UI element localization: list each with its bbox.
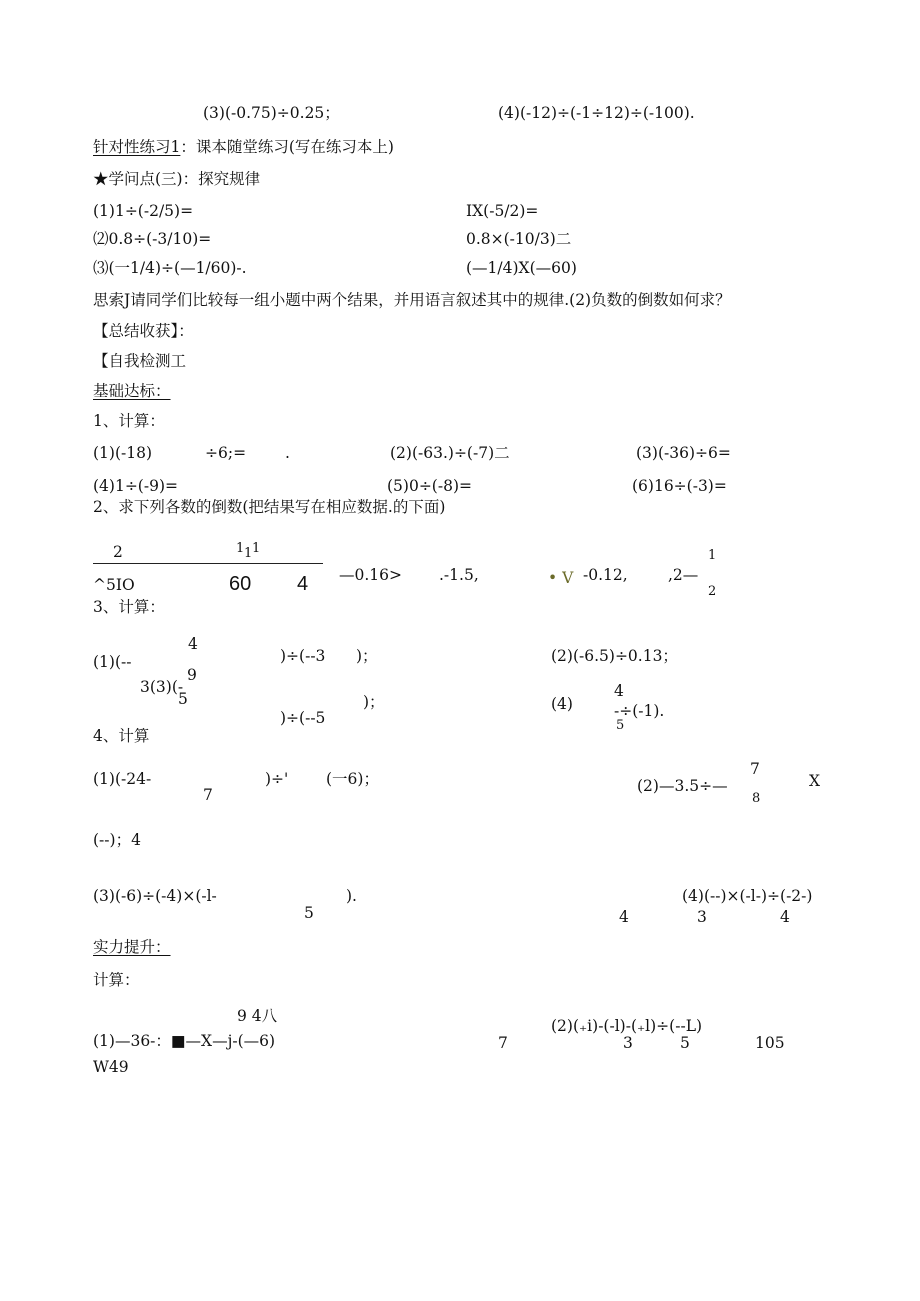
rule-2-left: ⑵0.8÷(-3/10)= bbox=[93, 230, 212, 248]
q2-4: 4 bbox=[297, 573, 309, 595]
q4-a2-rest: (--)；4 bbox=[93, 831, 141, 849]
q4-a4-d1: 4 bbox=[619, 908, 629, 926]
q3-title: 3、计算： bbox=[93, 598, 165, 616]
q3-a3: 3(3)(- bbox=[140, 678, 184, 696]
q4-a3-end: ). bbox=[346, 887, 357, 905]
q4-a1-den: 7 bbox=[203, 786, 213, 804]
q1-a6: (6)16÷(-3)= bbox=[632, 477, 727, 495]
q2-two: ,2— bbox=[668, 566, 699, 584]
practice-line bbox=[93, 140, 394, 156]
improve-b2-d2: 5 bbox=[680, 1034, 690, 1052]
q3-a3-end: )； bbox=[363, 693, 385, 711]
practice-text: ：课本随堂练习(写在练习本上) bbox=[180, 138, 394, 156]
self-check-heading: 【自我检测工 bbox=[93, 352, 187, 370]
improve-b1-seven: 7 bbox=[498, 1034, 508, 1052]
rule-1-left: (1)1÷(-2/5)= bbox=[93, 202, 194, 220]
q4-a4: (4)(--)×(-l-)÷(-2-) bbox=[682, 887, 813, 905]
q2-frac-num: 1 bbox=[708, 548, 717, 563]
q2-60: 60 bbox=[229, 573, 252, 595]
q4-a3-den: 5 bbox=[304, 904, 314, 922]
q3-a4-num: 4 bbox=[614, 682, 624, 700]
q2-neg15: .-1.5, bbox=[439, 566, 479, 584]
rule-2-right: 0.8×(-10/3)二 bbox=[466, 230, 572, 248]
q2-5io: ^5IO bbox=[93, 576, 135, 594]
q1-a2: (2)(-63.)÷(-7)二 bbox=[390, 444, 510, 462]
q3-a1-end: )； bbox=[356, 647, 378, 665]
q2-num-1b: 1 bbox=[244, 546, 253, 561]
q4-a3: (3)(-6)÷(-4)×(-l- bbox=[93, 887, 217, 905]
q4-a2-den: 8 bbox=[752, 791, 761, 806]
q4-a1-end: (一6)； bbox=[326, 770, 379, 788]
problem-3: (3)(-0.75)÷0.25； bbox=[203, 104, 340, 122]
q3-a1-rest: )÷(--3 bbox=[280, 647, 326, 665]
rule-1-right: IX(-5/2)= bbox=[466, 202, 539, 220]
q4-a1: (1)(-24- bbox=[93, 770, 152, 788]
q2-v-mark: • V bbox=[548, 569, 574, 587]
summary-heading: 【总结收获】： bbox=[93, 322, 194, 340]
q2-title: 2、求下列各数的倒数(把结果写在相应数据.的下面) bbox=[93, 498, 446, 516]
q1-a1-rest: ÷6;= bbox=[205, 444, 247, 462]
q3-a3-den: 5 bbox=[178, 690, 188, 708]
q1-a1: (1)(-18) bbox=[93, 444, 153, 462]
q3-a4: (4) bbox=[551, 695, 573, 713]
q2-num-1c: 1 bbox=[252, 541, 261, 556]
q1-a3: (3)(-36)÷6= bbox=[636, 444, 731, 462]
q2-num-1a: 1 bbox=[236, 541, 245, 556]
q4-a2-num: 7 bbox=[750, 760, 760, 778]
q1-title: 1、计算： bbox=[93, 412, 165, 430]
q1-a1-dot: . bbox=[285, 444, 290, 462]
q1-a5: (5)0÷(-8)= bbox=[387, 477, 472, 495]
q4-title: 4、计算 bbox=[93, 727, 150, 745]
q4-a2: (2)—3.5÷— bbox=[637, 777, 728, 795]
q4-a1-rest: )÷' bbox=[265, 770, 289, 788]
q4-a2-times: X bbox=[809, 772, 821, 790]
improve-calc: 计算： bbox=[93, 971, 140, 989]
think-question: 思索J请同学们比较每一组小题中两个结果，并用语言叙述其中的规律.(2)负数的倒数如何求？ bbox=[93, 291, 731, 309]
q2-num-2: 2 bbox=[113, 543, 123, 561]
q4-a4-d2: 3 bbox=[697, 908, 707, 926]
improve-b2: (2)(₊i)-(-l)-(₊l)÷(--L) bbox=[551, 1017, 703, 1035]
q3-a3-rest: )÷(--5 bbox=[280, 709, 326, 727]
improve-heading: 实力提升： bbox=[93, 938, 171, 956]
q2-fraction-bar bbox=[93, 563, 323, 564]
q3-a1: (1)(-- bbox=[93, 653, 132, 671]
q3-a3-num: 9 bbox=[187, 666, 197, 684]
improve-b1: (1)—36-：■—X—j-(—6) bbox=[93, 1032, 276, 1050]
point3-title: ★学问点(三)：探究规律 bbox=[93, 170, 261, 188]
improve-b1-w49: W49 bbox=[93, 1058, 129, 1076]
q3-a4-den: 5 bbox=[616, 718, 625, 733]
q2-neg012: -0.12, bbox=[583, 566, 628, 584]
q2-frac-den: 2 bbox=[708, 584, 717, 599]
q4-a4-d3: 4 bbox=[780, 908, 790, 926]
basic-heading: 基础达标： bbox=[93, 382, 171, 400]
improve-b2-105: 105 bbox=[755, 1034, 785, 1052]
rule-3-right: (—1/4)X(—60) bbox=[466, 259, 577, 277]
q1-a4: (4)1÷(-9)= bbox=[93, 477, 178, 495]
q2-neg016: —0.16> bbox=[339, 566, 402, 584]
q3-a4-mid: -÷(-1). bbox=[614, 702, 665, 720]
problem-4: (4)(-12)÷(-1÷12)÷(-100). bbox=[498, 104, 695, 122]
q3-a2: (2)(-6.5)÷0.13； bbox=[551, 647, 678, 665]
improve-b1-top: 9 4八 bbox=[237, 1007, 278, 1025]
q3-a1-num: 4 bbox=[188, 635, 198, 653]
practice-label: 针对性练习1 bbox=[93, 138, 181, 156]
improve-b2-d1: 3 bbox=[623, 1034, 633, 1052]
rule-3-left: ⑶(一1/4)÷(—1/60)-. bbox=[93, 259, 247, 277]
